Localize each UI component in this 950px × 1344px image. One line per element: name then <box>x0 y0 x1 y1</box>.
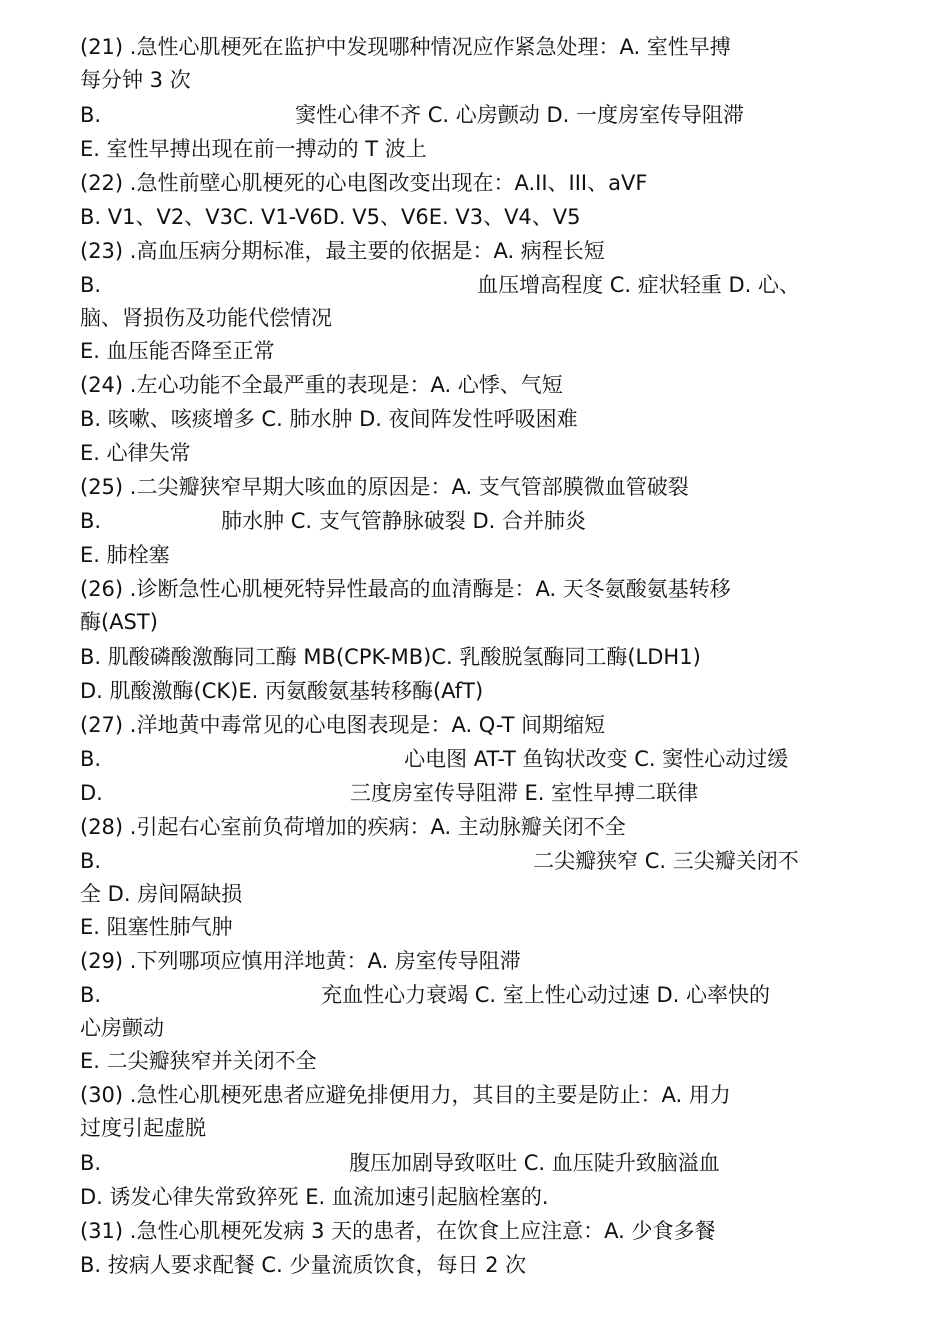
text-line <box>80 1180 870 1214</box>
text-line <box>80 1044 870 1078</box>
line-text: 酶(AST) <box>80 610 158 634</box>
line-text: B. <box>80 849 102 873</box>
text-line <box>80 1248 870 1282</box>
line-text-continued: 二尖瓣狭窄 C. 三尖瓣关闭不 <box>533 849 799 873</box>
text-line <box>80 742 870 776</box>
line-text: (25) .二尖瓣狭窄早期大咳血的原因是：A. 支气管部膜微血管破裂 <box>80 475 689 499</box>
text-line <box>80 910 870 944</box>
line-text: D. 诱发心律失常致猝死 E. 血流加速引起脑栓塞的. <box>80 1185 549 1209</box>
text-line <box>80 402 870 436</box>
line-text: (27) .洋地黄中毒常见的心电图表现是：A. Q-T 间期缩短 <box>80 713 606 737</box>
line-text: B. 肌酸磷酸激酶同工酶 MB(CPK-MB)C. 乳酸脱氢酶同工酶(LDH1) <box>80 645 701 669</box>
text-line <box>80 166 870 200</box>
line-text: (30) .急性心肌梗死患者应避免排便用力，其目的主要是防止：A. 用力 <box>80 1083 731 1107</box>
line-text: B. V1、V2、V3C. V1-V6D. V5、V6E. V3、V4、V5 <box>80 205 581 229</box>
line-text: (26) .诊断急性心肌梗死特异性最高的血清酶是：A. 天冬氨酸氨基转移 <box>80 577 731 601</box>
text-line <box>80 504 870 538</box>
text-line <box>80 200 870 234</box>
line-text: B. 按病人要求配餐 C. 少量流质饮食，每日 2 次 <box>80 1253 527 1277</box>
text-line <box>80 877 870 910</box>
line-text-continued: 心电图 AT-T 鱼钩状改变 C. 窦性心动过缓 <box>404 747 789 771</box>
line-text: D. 肌酸激酶(CK)E. 丙氨酸氨基转移酶(AfT) <box>80 679 484 703</box>
line-text: (28) .引起右心室前负荷增加的疾病：A. 主动脉瓣关闭不全 <box>80 815 626 839</box>
text-line <box>80 368 870 402</box>
line-text-continued: 窦性心律不齐 C. 心房颤动 D. 一度房室传导阻滞 <box>295 103 744 127</box>
text-line <box>80 470 870 504</box>
text-line <box>80 572 870 605</box>
line-text-continued: 腹压加剧导致呕吐 C. 血压陡升致脑溢血 <box>349 1151 720 1175</box>
line-text: B. <box>80 509 102 533</box>
line-text: 每分钟 3 次 <box>80 68 191 92</box>
line-text: (23) .高血压病分期标准，最主要的依据是：A. 病程长短 <box>80 239 605 263</box>
line-text: E. 二尖瓣狭窄并关闭不全 <box>80 1049 317 1073</box>
line-text: (24) .左心功能不全最严重的表现是：A. 心悸、气短 <box>80 373 563 397</box>
text-line <box>80 708 870 742</box>
text-line <box>80 334 870 368</box>
text-line <box>80 944 870 978</box>
line-text: B. <box>80 1151 102 1175</box>
line-text: B. <box>80 983 102 1007</box>
text-line <box>80 674 870 708</box>
text-line <box>80 844 870 877</box>
text-line <box>80 268 870 301</box>
text-line <box>80 1078 870 1111</box>
text-line <box>80 605 870 640</box>
line-text: D. <box>80 781 103 805</box>
line-text: 心房颤动 <box>80 1016 164 1040</box>
line-text: B. 咳嗽、咳痰增多 C. 肺水肿 D. 夜间阵发性呼吸困难 <box>80 407 578 431</box>
document-page <box>80 30 870 1282</box>
line-text: E. 室性早搏出现在前一搏动的 T 波上 <box>80 137 427 161</box>
text-line <box>80 1146 870 1180</box>
line-text: E. 血压能否降至正常 <box>80 339 275 363</box>
text-line <box>80 640 870 674</box>
text-line <box>80 301 870 334</box>
text-line <box>80 1214 870 1248</box>
line-text: E. 心律失常 <box>80 441 191 465</box>
text-line <box>80 776 870 810</box>
line-text: (31) .急性心肌梗死发病 3 天的患者，在饮食上应注意：A. 少食多餐 <box>80 1219 716 1243</box>
line-text: 过度引起虚脱 <box>80 1116 206 1140</box>
text-line <box>80 1111 870 1146</box>
line-text: (22) .急性前壁心肌梗死的心电图改变出现在：A.II、III、aVF <box>80 171 648 195</box>
text-line <box>80 98 870 132</box>
line-text-continued: 充血性心力衰竭 C. 室上性心动过速 D. 心率快的 <box>321 983 770 1007</box>
text-line <box>80 234 870 268</box>
line-text: (29) .下列哪项应慎用洋地黄：A. 房室传导阻滞 <box>80 949 521 973</box>
text-line <box>80 63 870 98</box>
text-line <box>80 132 870 166</box>
line-text-continued: 血压增高程度 C. 症状轻重 D. 心、 <box>477 273 800 297</box>
text-line <box>80 810 870 844</box>
line-text: B. <box>80 103 102 127</box>
line-text: E. 阻塞性肺气肿 <box>80 915 233 939</box>
line-text-continued: 肺水肿 C. 支气管静脉破裂 D. 合并肺炎 <box>221 509 586 533</box>
line-text: E. 肺栓塞 <box>80 543 170 567</box>
text-line <box>80 1011 870 1044</box>
line-text: 脑、肾损伤及功能代偿情况 <box>80 306 332 330</box>
text-line <box>80 436 870 470</box>
line-text-continued: 三度房室传导阻滞 E. 室性早搏二联律 <box>349 781 699 805</box>
text-line <box>80 978 870 1011</box>
line-text: B. <box>80 747 102 771</box>
line-text: B. <box>80 273 102 297</box>
line-text: (21) .急性心肌梗死在监护中发现哪种情况应作紧急处理：A. 室性早搏 <box>80 35 731 59</box>
text-line <box>80 30 870 63</box>
line-text: 全 D. 房间隔缺损 <box>80 882 243 906</box>
text-line <box>80 538 870 572</box>
